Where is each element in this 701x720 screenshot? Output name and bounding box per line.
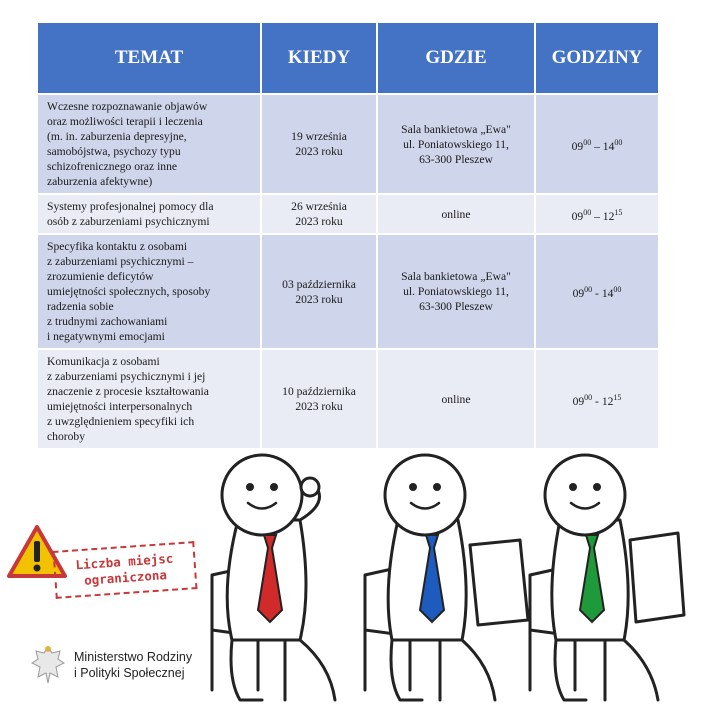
topic-cell-line: samobójstwa, psychozy typu	[47, 145, 181, 158]
limited-seats-stamp	[52, 541, 197, 599]
header-gdzie: GDZIE	[377, 23, 535, 94]
hours-start: 09	[572, 286, 585, 300]
date-cell	[261, 349, 377, 448]
topic-cell-line: umiejętności interpersonalnych	[47, 400, 193, 413]
topic-cell-line: zaburzenia afektywne)	[47, 175, 153, 188]
schedule-table	[38, 23, 658, 448]
figure-right	[530, 455, 684, 700]
hours-sep: –	[591, 209, 603, 223]
topic-cell-line: z zaburzeniami psychicznymi i jej	[47, 370, 206, 383]
ministry-line-1: Ministerstwo Rodziny	[74, 650, 193, 664]
topic-cell-line: zrozumienie deficytów	[47, 270, 154, 283]
place-cell-line: online	[441, 207, 471, 221]
topic-cell	[38, 194, 261, 234]
date-cell-line: 2023 roku	[295, 215, 343, 228]
hours-start: 09	[571, 139, 584, 153]
date-cell-line: 19 września	[291, 130, 347, 143]
date-cell	[261, 234, 377, 349]
hours-start-sup: 00	[584, 285, 593, 295]
ministry-line-2: i Polityki Społecznej	[74, 666, 185, 680]
figure-middle	[365, 455, 528, 700]
topic-cell-line: znaczenie z procesie kształtowania	[47, 385, 209, 398]
topic-cell-line: Specyfika kontaktu z osobami	[47, 240, 188, 253]
topic-cell-line: Systemy profesjonalnej pomocy dla	[47, 200, 214, 213]
date-cell-line: 03 października	[282, 277, 356, 291]
topic-cell-line: choroby	[47, 430, 85, 443]
topic-cell-line: Wczesne rozpoznawanie objawów	[47, 100, 208, 113]
date-cell	[261, 194, 377, 234]
hours-start-sup: 00	[584, 392, 593, 402]
topic-cell	[38, 234, 261, 349]
topic-cell-line: schizofrenicznego oraz inne	[47, 160, 178, 173]
hours-start-sup: 00	[583, 207, 592, 217]
topic-cell-line: umiejętności społecznych, sposoby	[47, 285, 211, 298]
header-kiedy: KIEDY	[261, 23, 377, 94]
hours-cell	[535, 349, 658, 448]
place-cell-line: online	[441, 392, 471, 406]
place-cell-line: Sala bankietowa „Ewa"	[401, 270, 511, 283]
topic-cell-line: oraz możliwości terapii i leczenia	[47, 115, 203, 128]
date-cell-line: 10 października	[282, 385, 356, 398]
stamp-line-1: Liczba miejsc	[75, 550, 174, 573]
hours-end-sup: 15	[613, 392, 622, 402]
hours-sep: -	[592, 286, 602, 300]
table-row	[38, 234, 658, 349]
hours-cell	[535, 234, 658, 349]
topic-cell-line: Komunikacja z osobami	[47, 355, 160, 368]
stamp-line-2: ograniczona	[83, 567, 168, 588]
place-cell-line: ul. Poniatowskiego 11,	[403, 137, 509, 151]
table-row	[38, 94, 658, 194]
place-cell	[377, 234, 535, 349]
place-cell-line: 63-300 Pleszew	[419, 152, 493, 166]
hours-start-sup: 00	[583, 137, 592, 147]
place-cell	[377, 349, 535, 448]
place-cell	[377, 194, 535, 234]
place-cell-line: Sala bankietowa „Ewa"	[401, 122, 511, 136]
hours-end-sup: 00	[613, 285, 622, 295]
hours-end-sup: 15	[614, 207, 623, 217]
hours-cell	[535, 94, 658, 194]
hours-start: 09	[571, 209, 584, 223]
table-header-row	[38, 23, 658, 94]
ministry-logo	[30, 643, 220, 693]
hours-end: 12	[602, 209, 615, 223]
hours-end: 12	[601, 394, 614, 408]
date-cell-line: 2023 roku	[295, 400, 343, 413]
topic-cell-line: z uwzględnieniem specyfiki ich	[47, 415, 195, 428]
hours-cell	[535, 194, 658, 234]
header-godziny: GODZINY	[535, 23, 658, 94]
hours-end: 14	[601, 286, 614, 300]
topic-cell-line: radzenia sobie	[47, 300, 114, 313]
place-cell-line: 63-300 Pleszew	[419, 300, 493, 313]
hours-start: 09	[572, 394, 585, 408]
table-row	[38, 349, 658, 448]
hours-end: 14	[602, 139, 615, 153]
place-cell-line: ul. Poniatowskiego 11,	[403, 285, 509, 298]
date-cell-line: 26 września	[291, 200, 347, 213]
topic-cell-line: osób z zaburzeniami psychicznymi	[47, 215, 210, 228]
header-temat: TEMAT	[38, 23, 261, 94]
date-cell	[261, 94, 377, 194]
topic-cell-line: z trudnymi zachowaniami	[47, 315, 168, 328]
hours-sep: -	[592, 394, 602, 408]
topic-cell-line: i negatywnymi emocjami	[47, 330, 165, 343]
eagle-emblem-icon	[30, 643, 66, 687]
topic-cell	[38, 349, 261, 448]
topic-cell-line: z zaburzeniami psychicznymi –	[47, 255, 194, 268]
table-row	[38, 194, 658, 234]
hours-end-sup: 00	[614, 137, 623, 147]
date-cell-line: 2023 roku	[295, 292, 343, 306]
topic-cell	[38, 94, 261, 194]
topic-cell-line: (m. in. zaburzenia depresyjne,	[47, 130, 187, 143]
date-cell-line: 2023 roku	[295, 145, 343, 158]
table-body	[38, 94, 658, 448]
hours-sep: –	[591, 139, 603, 153]
place-cell	[377, 94, 535, 194]
